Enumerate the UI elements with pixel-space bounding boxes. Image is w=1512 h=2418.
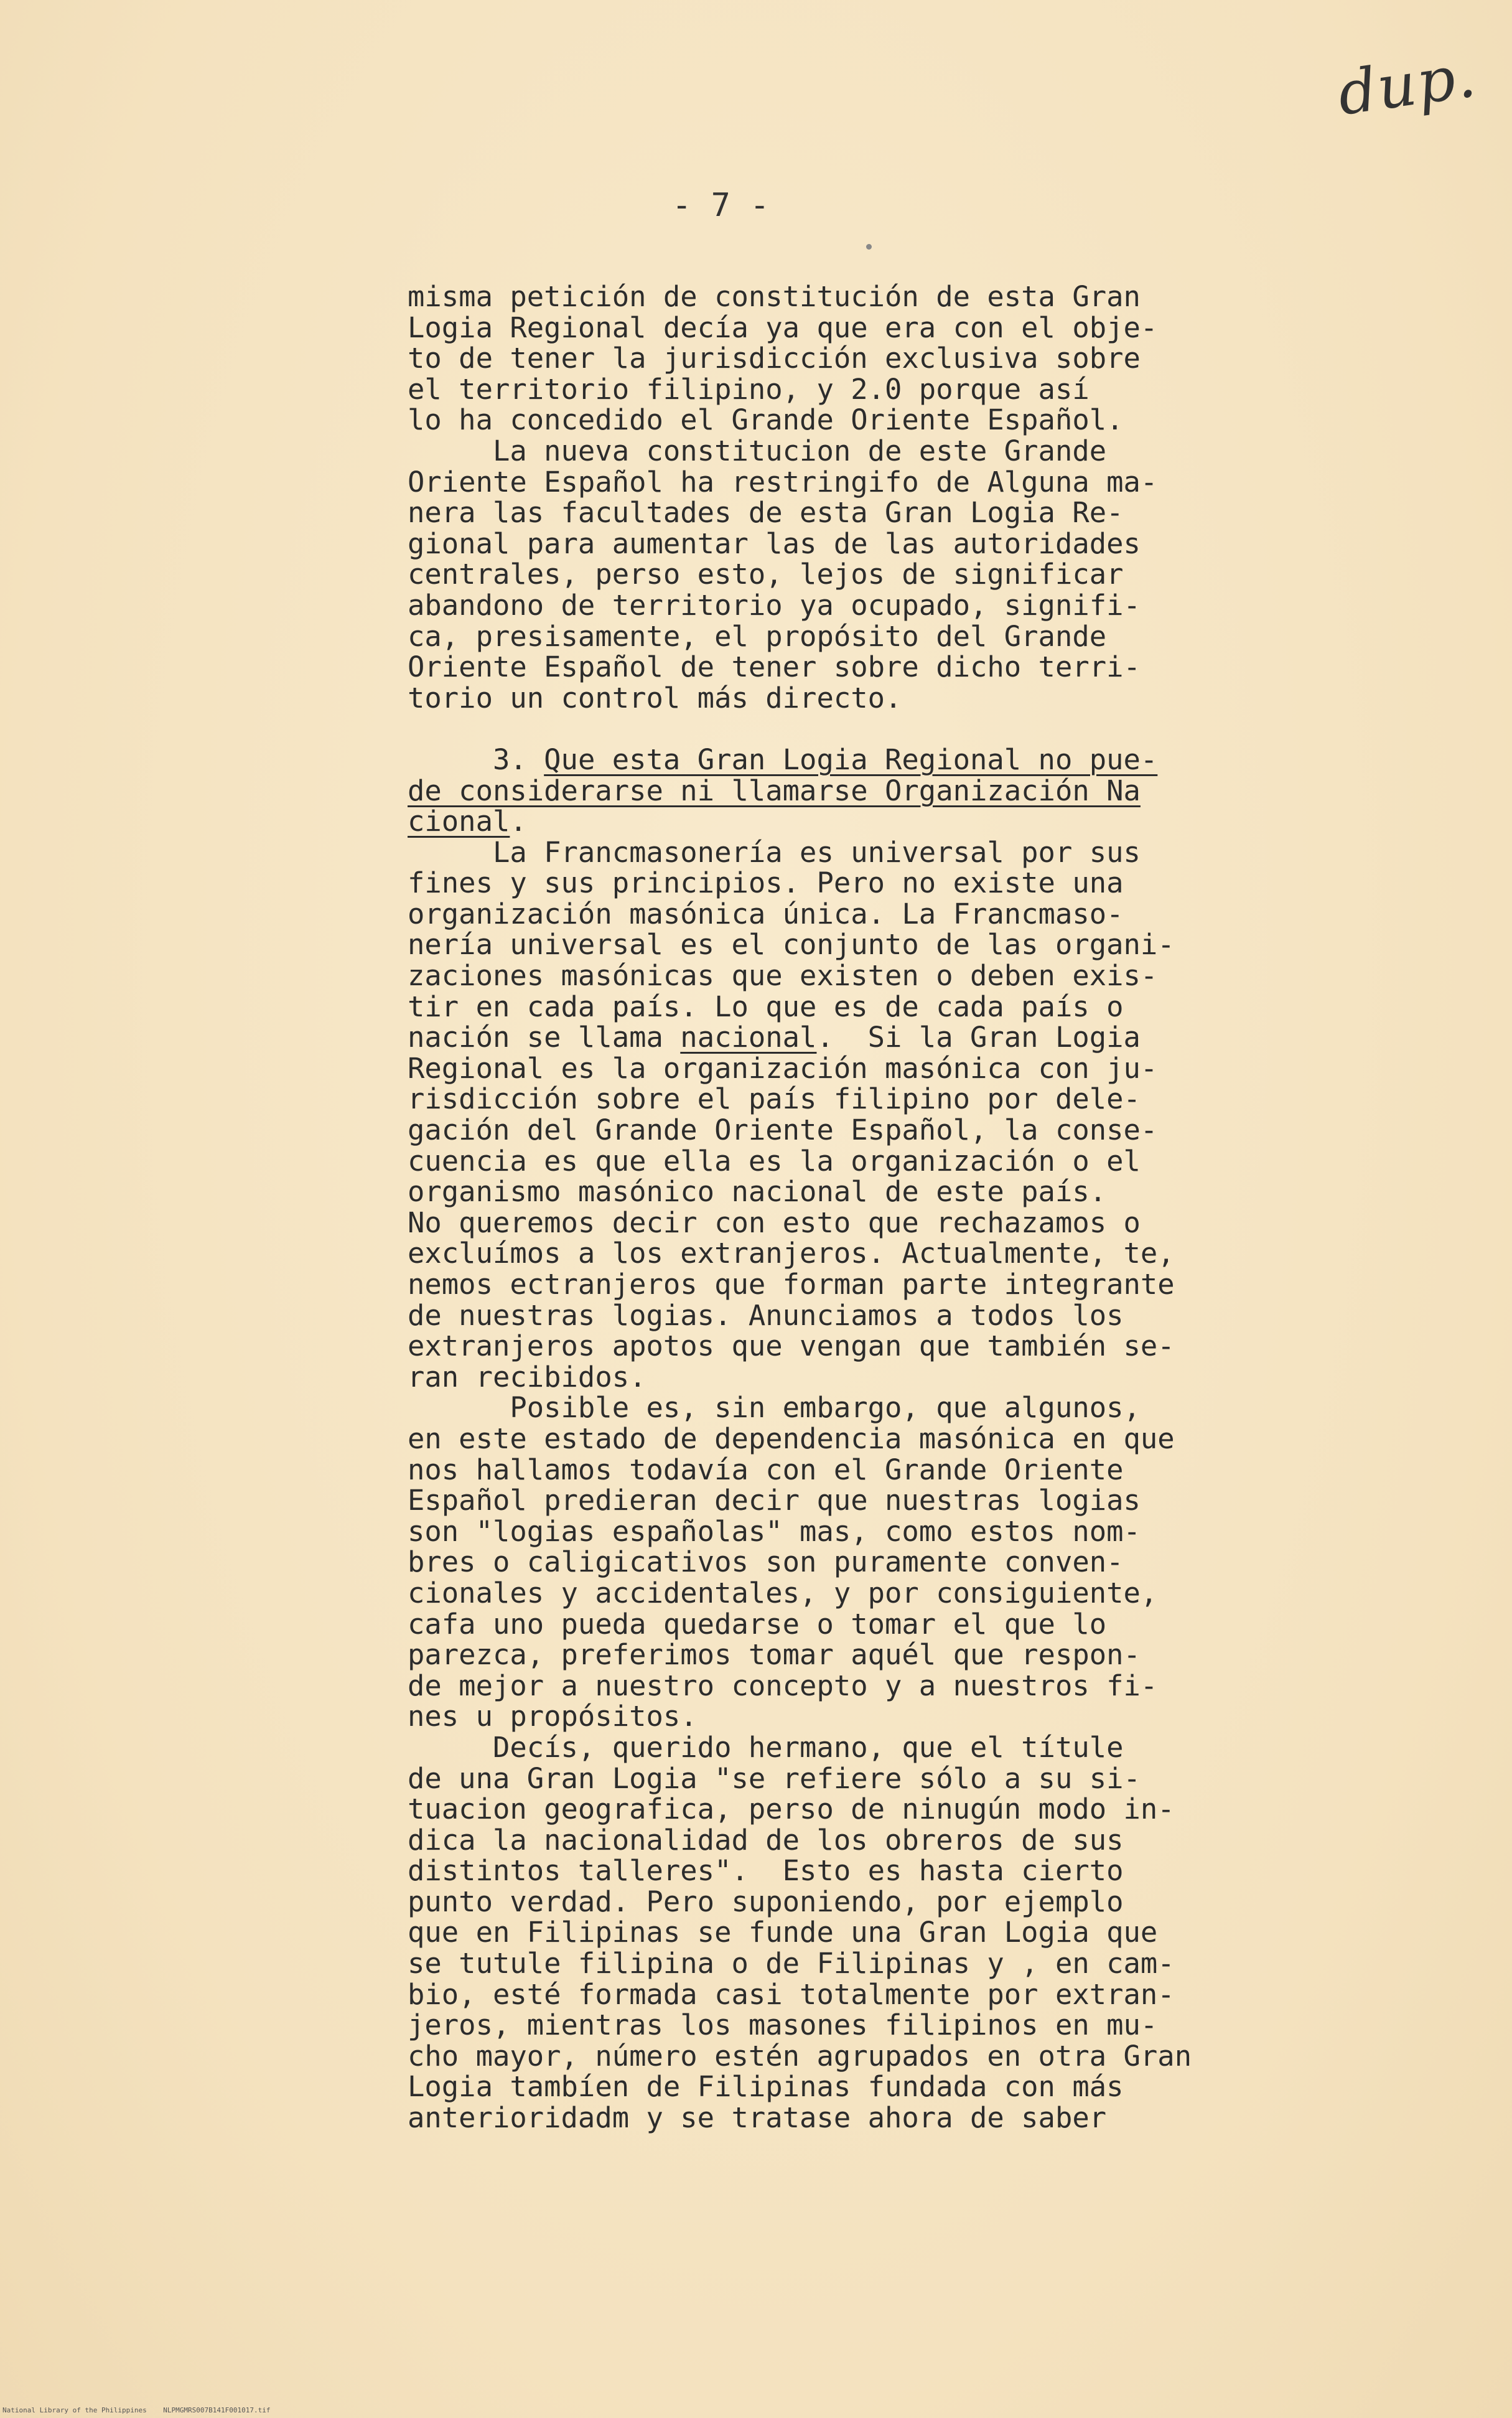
heading-period: . <box>510 805 527 838</box>
text-line: ran recibidos. <box>408 1360 646 1394</box>
text-line: se tutule filipina o de Filipinas y , en cam- <box>408 1947 1175 1980</box>
text-line: fines y sus principios. Pero no existe una <box>408 866 1124 900</box>
text-segment: nación se llama <box>408 1021 681 1054</box>
text-line: nemos ectranjeros que forman parte integrante <box>408 1268 1175 1301</box>
text-line: de mejor a nuestro concepto y a nuestros fi- <box>408 1669 1158 1702</box>
text-line: organización masónica única. La Francmaso- <box>408 897 1124 930</box>
text-line: centrales, perso esto, lejos de significar <box>408 558 1124 591</box>
text-line: anterioridadm y se tratase ahora de saber <box>408 2101 1107 2135</box>
text-line: abandono de territorio ya ocupado, signifi- <box>408 588 1141 622</box>
text-line: cuencia es que ella es la organización o el <box>408 1144 1141 1178</box>
text-line: bres o caligicativos son puramente conven- <box>408 1545 1124 1579</box>
text-line: Regional es la organización masónica con ju- <box>408 1051 1158 1085</box>
text-line: Decís, querido hermano, que el títule <box>408 1730 1124 1764</box>
text-line: cafa uno pueda quedarse o tomar el que lo <box>408 1607 1107 1641</box>
text-line: No queremos decir con esto que rechazamos o <box>408 1206 1141 1239</box>
text-line: La Francmasonería es universal por sus <box>408 835 1141 869</box>
text-line: bio, esté formada casi totalmente por extran- <box>408 1977 1175 2011</box>
text-line: nera las facultades de esta Gran Logia Re- <box>408 496 1124 530</box>
text-line: zaciones masónicas que existen o deben exis- <box>408 959 1158 993</box>
text-line: punto verdad. Pero suponiendo, por ejemplo <box>408 1885 1124 1918</box>
text-line: extranjeros apotos que vengan que también se- <box>408 1329 1175 1363</box>
text-line: cho mayor, número estén agrupados en otra Gran <box>408 2039 1192 2073</box>
text-segment: . Si la Gran Logia <box>816 1021 1141 1054</box>
text-line: torio un control más directo. <box>408 681 902 715</box>
text-line: ca, presisamente, el propósito del Grande <box>408 619 1107 653</box>
text-line: que en Filipinas se funde una Gran Logia que <box>408 1916 1158 1949</box>
heading-text: de considerarse ni llamarse Organización Na <box>408 774 1141 807</box>
text-line: cionales y accidentales, y por consiguiente, <box>408 1576 1158 1610</box>
text-line: misma petición de constitución de esta Gran <box>408 280 1141 313</box>
text-line: parezca, preferimos tomar aquél que respon- <box>408 1638 1141 1672</box>
heading-text: Que esta Gran Logia Regional no pue- <box>544 743 1158 776</box>
paragraph-continuation <box>408 281 1304 436</box>
heading-line <box>408 776 1304 807</box>
heading-number: 3. <box>408 743 544 776</box>
text-line: Oriente Español de tener sobre dicho terri- <box>408 650 1141 684</box>
underlined-word: nacional <box>680 1021 817 1054</box>
paragraph-francmasoneria <box>408 837 1304 1393</box>
text-line: Logia tambíen de Filipinas fundada con más <box>408 2070 1124 2104</box>
text-line: to de tener la jurisdicción exclusiva sobre <box>408 342 1141 375</box>
text-line: La nueva constitucion de este Grande <box>408 434 1107 467</box>
text-line: lo ha concedido el Grande Oriente Español. <box>408 403 1124 437</box>
text-line: dica la nacionalidad de los obreros de sus <box>408 1823 1124 1857</box>
paragraph-constitution <box>408 436 1304 713</box>
text-line: organismo masónico nacional de este país. <box>408 1175 1107 1209</box>
text-line: gional para aumentar las de las autoridades <box>408 527 1141 560</box>
text-line: excluímos a los extranjeros. Actualmente, te, <box>408 1237 1175 1270</box>
paragraph-posible <box>408 1392 1304 1732</box>
text-line: nes u propósitos. <box>408 1700 698 1733</box>
text-line: nería universal es el conjunto de las organi- <box>408 928 1175 962</box>
text-line: gación del Grande Oriente Español, la conse- <box>408 1113 1158 1147</box>
text-line: risdicción sobre el país filipino por dele- <box>408 1082 1141 1116</box>
text-line: jeros, mientras los masones filipinos en mu- <box>408 2008 1158 2042</box>
paragraph-decis <box>408 1732 1304 2134</box>
text-line: Oriente Español ha restringifo de Alguna ma- <box>408 465 1158 499</box>
text-line: de nuestras logias. Anunciamos a todos los <box>408 1298 1124 1332</box>
blank-line <box>408 713 1304 744</box>
text-line: tuacion geografica, perso de ninugún modo in- <box>408 1792 1175 1826</box>
archive-footer: National Library of the Philippines NLPMGMRS007B141F001017.tif <box>2 2406 271 2414</box>
handwritten-annotation: dup. <box>1333 40 1481 129</box>
text-line: Posible es, sin embargo, que algunos, <box>408 1391 1141 1425</box>
text-line: son "logias españolas" mas, como estos nom- <box>408 1514 1141 1548</box>
text-line: de una Gran Logia "se refiere sólo a su si- <box>408 1761 1141 1795</box>
text-line: nos hallamos todavía con el Grande Oriente <box>408 1453 1124 1486</box>
page-number: - 7 - <box>672 187 770 224</box>
text-line: el territorio filipino, y 2.0 porque así <box>408 372 1090 406</box>
heading-line <box>408 744 1304 776</box>
text-line: en este estado de dependencia masónica en que <box>408 1422 1175 1455</box>
text-line: distintos talleres". Esto es hasta cierto <box>408 1854 1124 1888</box>
letter-body <box>408 281 1304 2134</box>
text-line: Español predieran decir que nuestras logias <box>408 1484 1141 1517</box>
heading-text: cional <box>408 805 510 838</box>
text-line: tir en cada país. Lo que es de cada país o <box>408 990 1124 1023</box>
text-line: Logia Regional decía ya que era con el obje- <box>408 311 1158 344</box>
heading-line <box>408 806 1304 837</box>
text-line <box>408 1022 1304 1053</box>
section-heading <box>408 744 1304 837</box>
ink-dot <box>866 244 872 250</box>
